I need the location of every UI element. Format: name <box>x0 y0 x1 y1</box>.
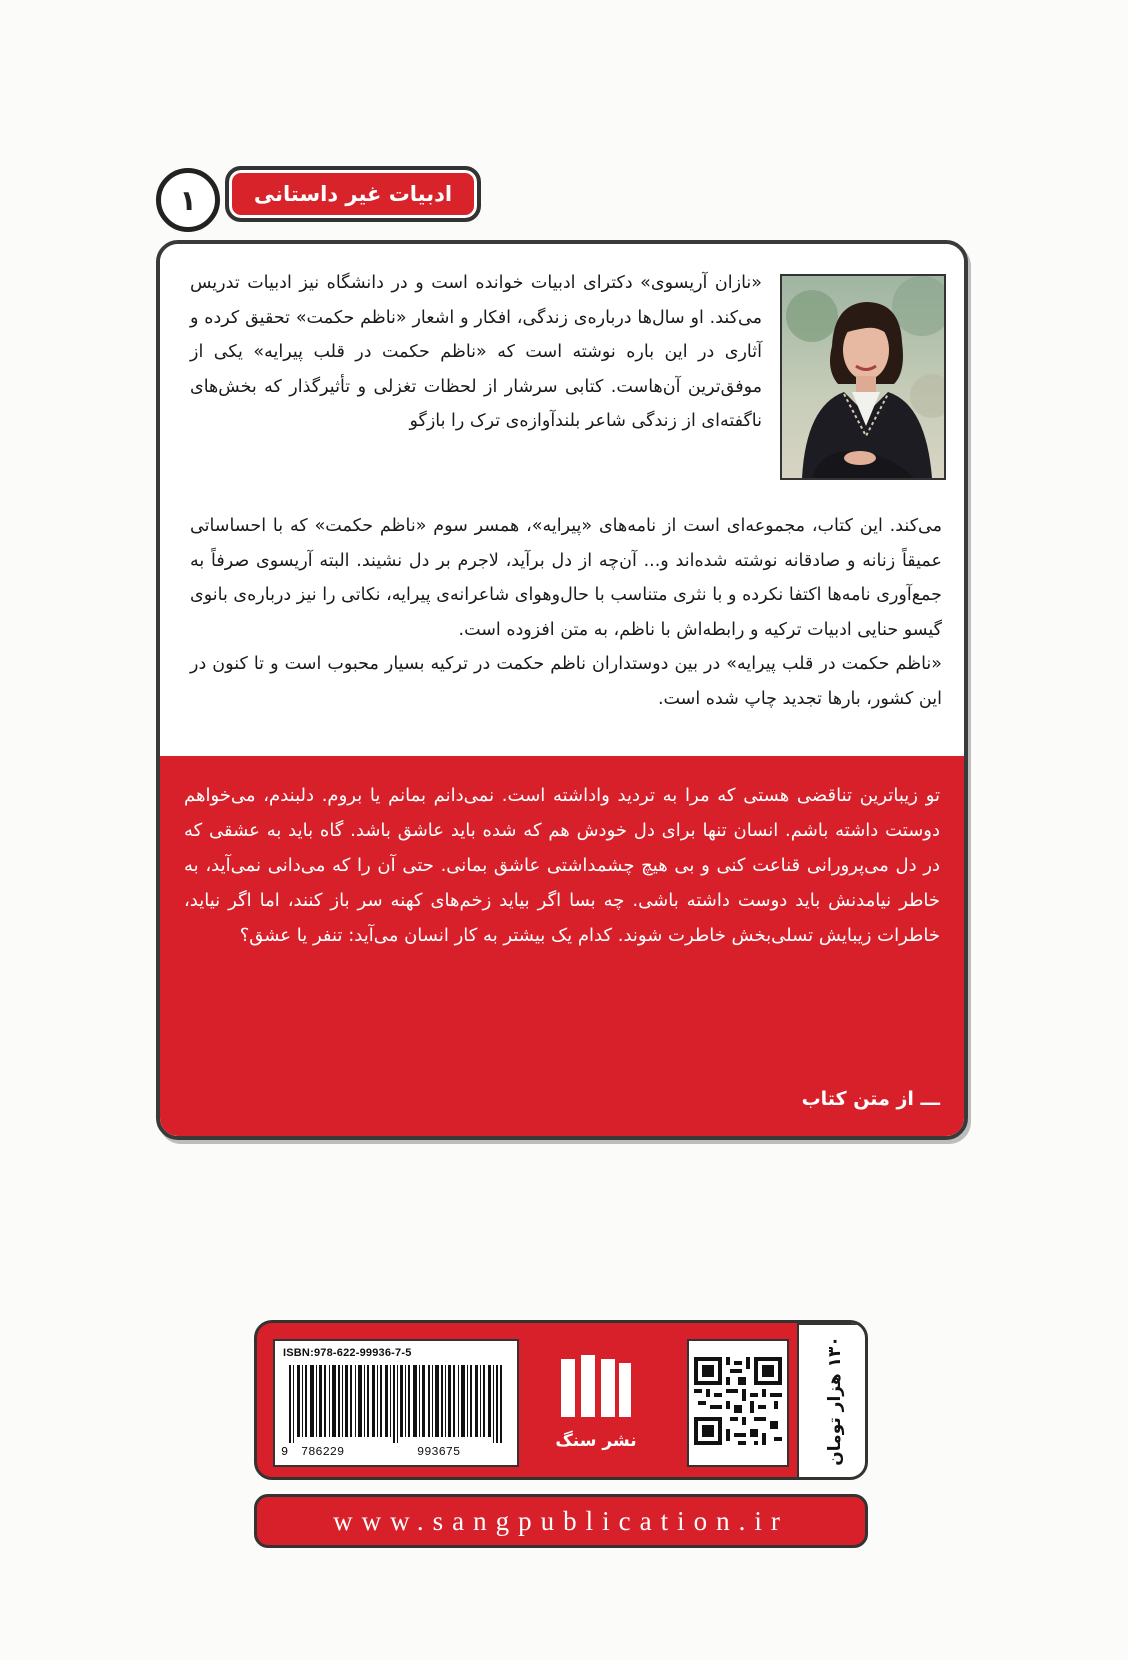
series-label: ادبیات غیر داستانی <box>253 182 453 206</box>
barcode-icon <box>289 1365 503 1443</box>
publisher-name: نشر سنگ <box>555 1431 637 1451</box>
qr-code-panel <box>687 1339 789 1467</box>
back-cover-card <box>156 240 968 1140</box>
series-number-badge <box>156 168 220 232</box>
author-bio-paragraph: «ناظم حکمت در قلب پیرایه» در بین دوستداران ناظم حکمت در ترکیه بسیار محبوب است و تا کنون در این کشور، بارها تجدید چاپ شده است. <box>190 654 942 709</box>
barcode-lead-digit: 9 <box>281 1445 289 1459</box>
book-quote-section <box>160 756 964 1136</box>
publisher-info-box <box>254 1320 868 1480</box>
author-bio-paragraph: می‌کند. این کتاب، مجموعه‌ای است از نامه‌های «پیرایه»، همسر سوم «ناظم حکمت» که با احساساتی عمیقاً زنانه و صادقانه نوشته شده‌اند و... آن‌چه از دل برآید، لاجرم بر دل نشیند. البته آریسوی صرفاً به جمع‌آوری نامه‌ها اکتفا نکرده و با نثری متناسب با حال‌وهوای شاعرانه‌ی پیرایه، نکاتی را نیز درباره‌ی بانوی گیسو حنایی ادبیات ترکیه و رابطه‌اش با ناظم، به متن افزوده است. <box>190 516 942 640</box>
about-author-section <box>160 244 964 756</box>
series-label-tag <box>225 166 481 222</box>
price-panel <box>797 1323 868 1480</box>
barcode-digits-group-2: 993675 <box>417 1445 461 1459</box>
isbn-label: ISBN:978-622-99936-7-5 <box>283 1347 412 1359</box>
publisher-logo-icon <box>559 1353 633 1421</box>
book-quote: تو زیباترین تناقضی هستی که مرا به تردید واداشته است. نمی‌دانم بمانم یا بروم. دلبندم، می‌خواهم دوستت داشته باشم. انسان تنها برای دل خودش هم که شده باید عاشق باشد. گاه باید به عشقی که در دل می‌پرورانی قناعت کنی و بی هیچ چشمداشتی عاشق بمانی. حتی آن را که می‌دانی نمی‌آید، به خاطر نیامدنش باید دوست داشته باشی. چه بسا اگر بیاید زخم‌های کهنه سر باز کنند، اما اگر نیاید، خاطرات زیبایش تسلی‌بخش خاطرت شوند. کدام یک بیشتر به کار انسان می‌آید: تنفر یا عشق؟ <box>184 785 940 946</box>
quote-source: ـــ از متن کتاب <box>801 1088 940 1110</box>
barcode-panel <box>273 1339 519 1467</box>
author-bio-top: «نازان آریسوی» دکترای ادبیات خوانده است و در دانشگاه نیز ادبیات تدریس می‌کند. او سال‌ها درباره‌ی زندگی، افکار و اشعار «ناظم حکمت» تحقیق کرده و آثاری در این باره نوشته است که «ناظم حکمت در قلب پیرایه» یکی از موفق‌ترین آن‌هاست. کتابی سرشار از لحظات تغزلی و تأثیرگذار که بخش‌های ناگفته‌ای از زندگی شاعر بلندآوازه‌ی ترک را بازگو <box>190 273 762 431</box>
website-bar <box>254 1494 868 1548</box>
publisher-website[interactable]: www.sangpublication.ir <box>333 1505 789 1536</box>
author-photo <box>780 274 946 480</box>
barcode-digits-group-1: 786229 <box>301 1445 345 1459</box>
book-price: ۱۳۰ هزار تومان <box>825 1336 845 1466</box>
publisher-logo-panel <box>529 1339 663 1463</box>
qr-code-icon <box>694 1357 782 1445</box>
author-bio-bottom <box>190 509 942 716</box>
series-number: ۱ <box>179 183 197 217</box>
